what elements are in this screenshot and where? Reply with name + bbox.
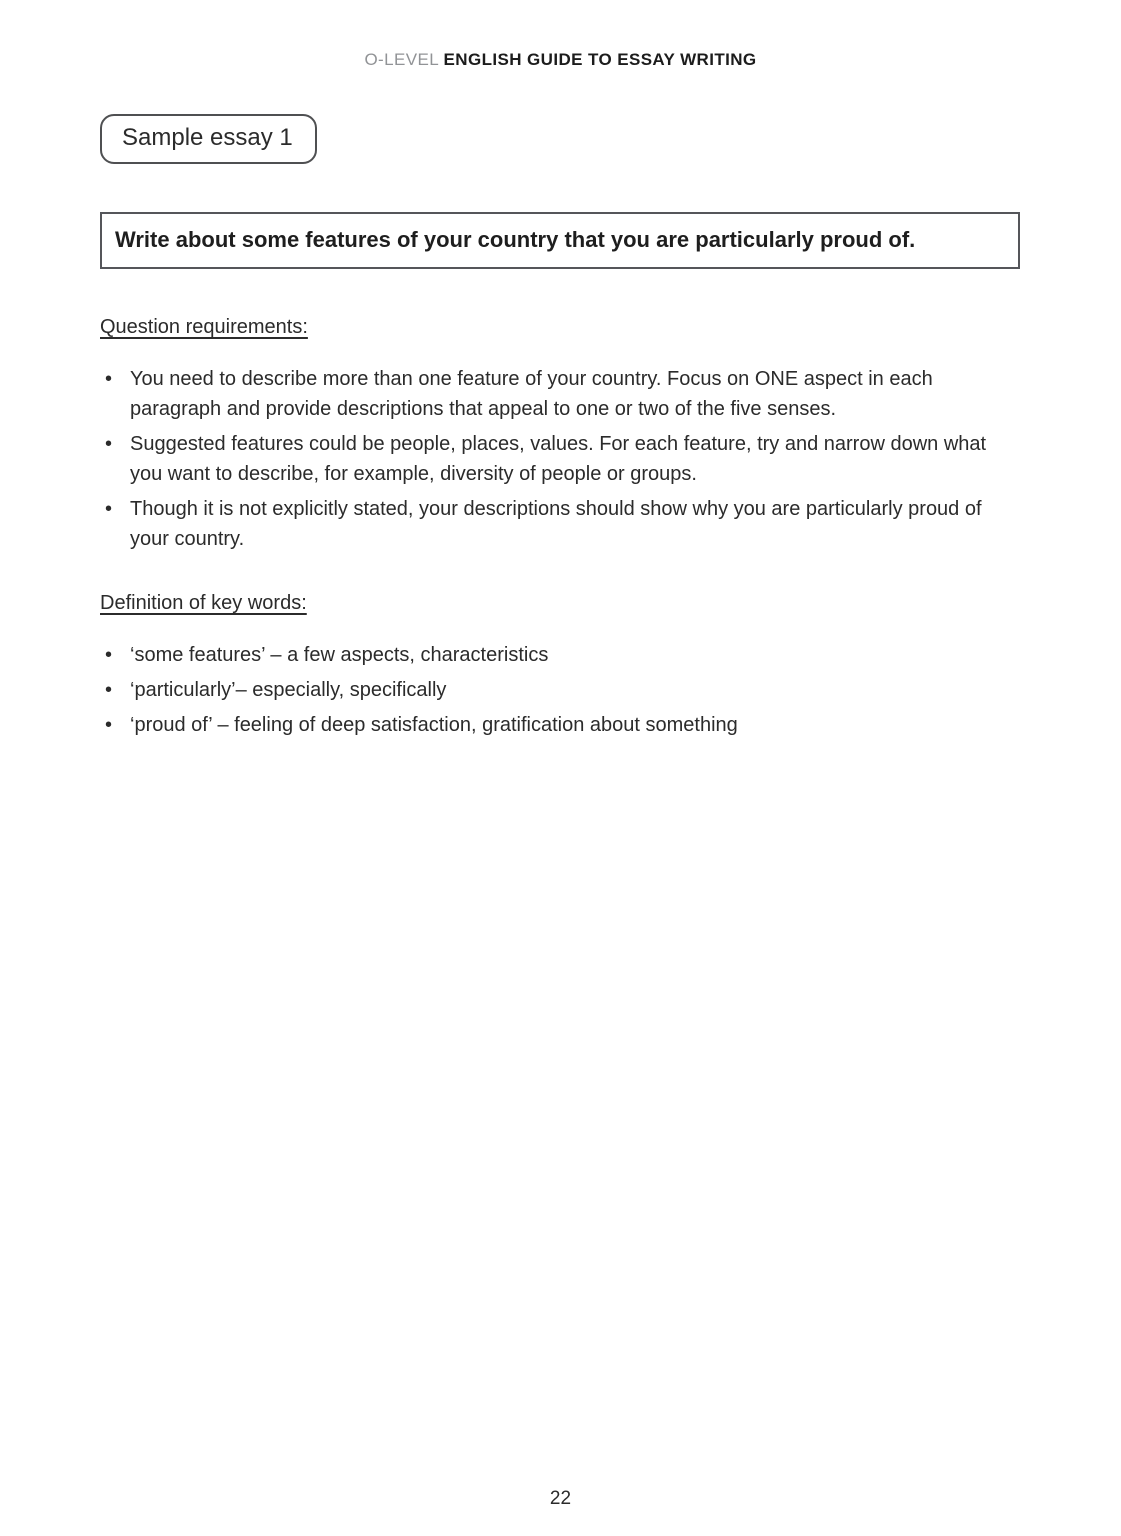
essay-prompt-text: Write about some features of your country that you are particularly proud of. xyxy=(115,227,916,252)
header-book-title: ENGLISH GUIDE TO ESSAY WRITING xyxy=(443,50,757,69)
bullet-item: • Suggested features could be people, places, values. For each feature, try and narrow down what you want to describe, for example, diversity of people or groups. xyxy=(100,429,1022,489)
bullet-item: • Though it is not explicitly stated, your descriptions should show why you are particularly proud of your country. xyxy=(100,494,1022,554)
sample-essay-badge-label: Sample essay 1 xyxy=(122,124,293,151)
running-header xyxy=(0,50,1121,70)
essay-prompt-box xyxy=(100,212,1020,269)
key-words-definition-list xyxy=(100,640,1022,740)
sample-essay-badge xyxy=(100,114,317,164)
bullet-item: • ‘particularly’– especially, specifically xyxy=(100,675,1022,705)
page-number: 22 xyxy=(549,1488,572,1509)
bullet-item: • ‘some features’ – a few aspects, characteristics xyxy=(100,640,1022,670)
question-requirements-list xyxy=(100,364,1022,554)
section-heading-definition-of-key-words: Definition of key words: xyxy=(100,592,307,614)
bullet-item: • ‘proud of’ – feeling of deep satisfaction, gratification about something xyxy=(100,710,1022,740)
page-content xyxy=(100,312,1022,774)
bullet-item: • You need to describe more than one feature of your country. Focus on ONE aspect in each paragraph and provide descriptions that appeal to one or two of the five senses. xyxy=(100,364,1022,424)
header-series-label: O-LEVEL xyxy=(364,50,439,69)
section-heading-question-requirements: Question requirements: xyxy=(100,316,308,338)
